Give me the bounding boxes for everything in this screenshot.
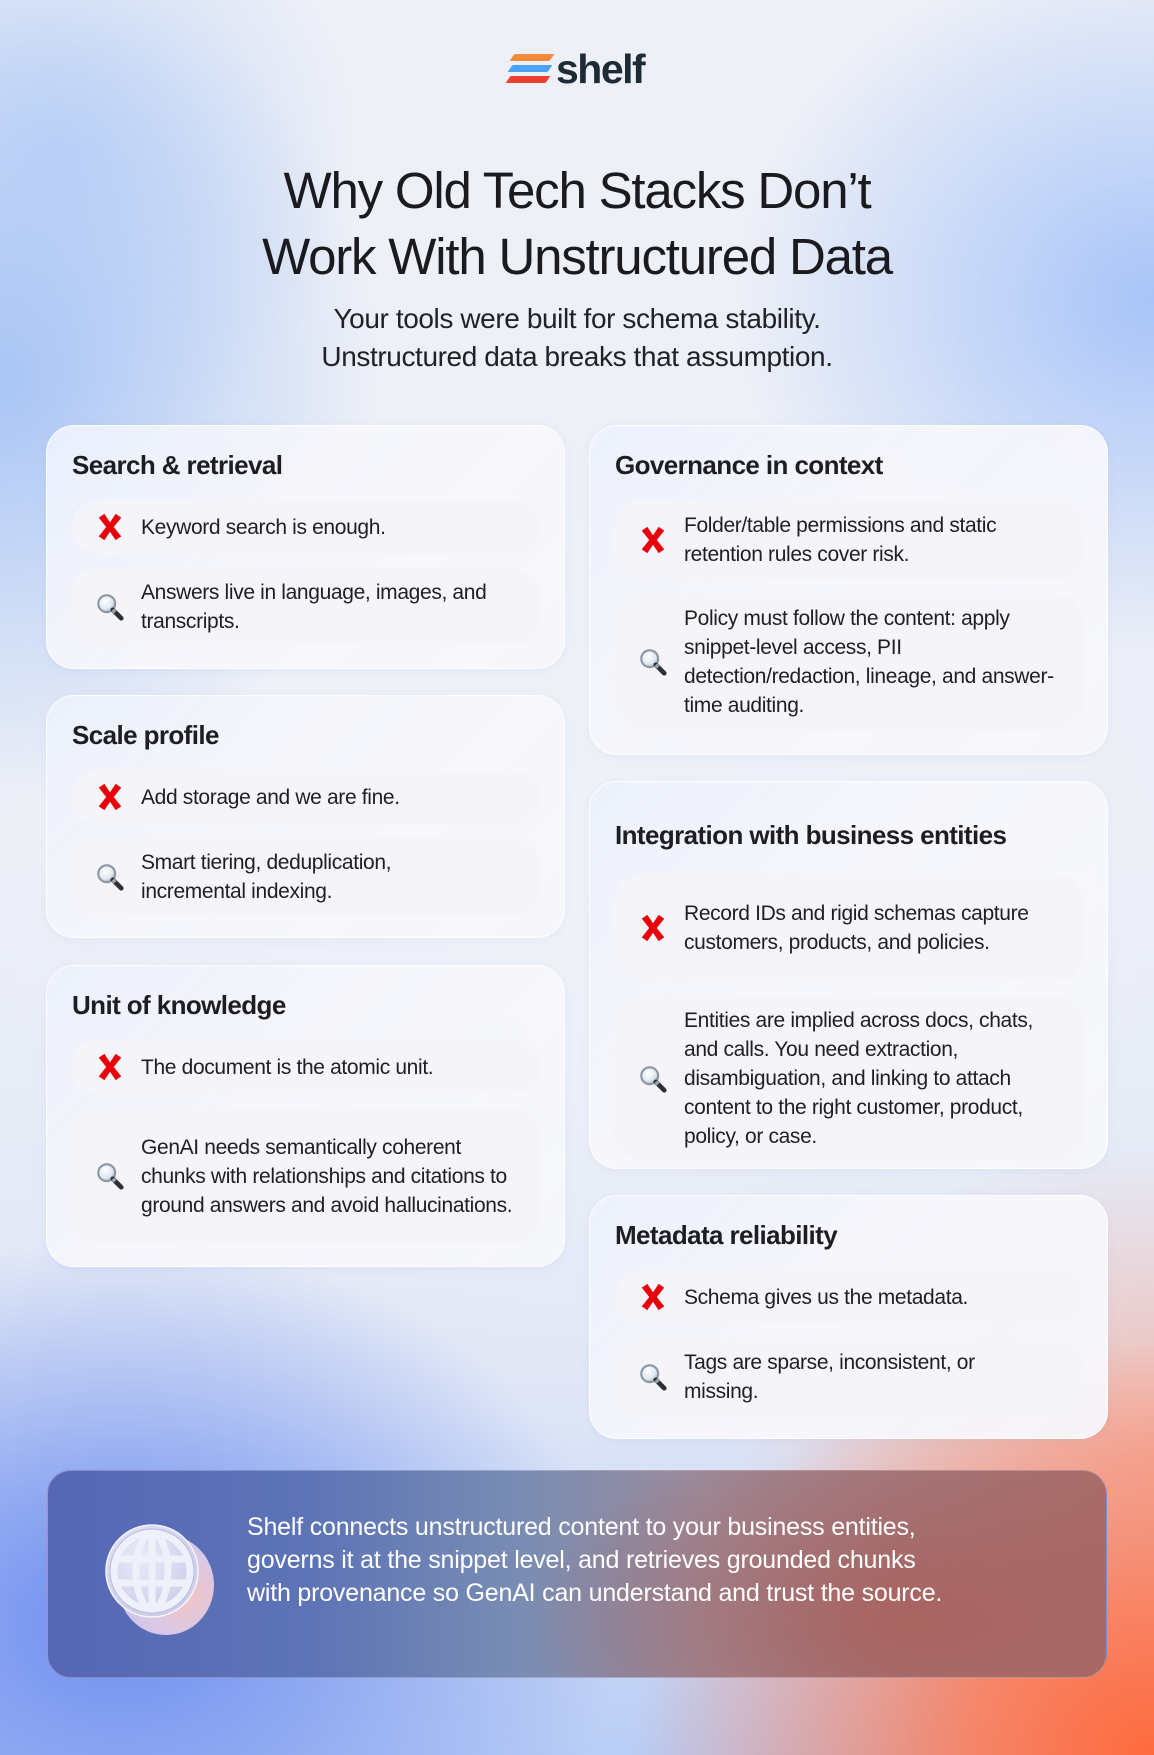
myth-text: Keyword search is enough.: [141, 515, 386, 539]
reality-text: Policy must follow the content: apply snippet-level access, PII detection/redaction, lineage, and answer-time auditing.: [684, 607, 1054, 717]
card-integration-business-entities: [589, 781, 1108, 1169]
reality-item: [614, 594, 1083, 730]
reality-item: [71, 838, 540, 916]
reality-text: GenAI needs semantically coherent chunks with relationships and citations to ground answers and avoid hallucinations.: [141, 1135, 513, 1217]
cross-mark-icon: [636, 523, 670, 557]
shelf-logo: [508, 45, 645, 92]
magnifying-glass-icon: [636, 645, 670, 679]
page-title: [0, 158, 1154, 290]
logo-wordmark: shelf: [556, 45, 645, 92]
cross-mark-icon: [636, 1280, 670, 1314]
card-search-retrieval: [46, 425, 565, 669]
myth-item: [614, 1270, 1083, 1324]
title-line-2: Work With Unstructured Data: [262, 228, 892, 285]
cross-mark-icon: [93, 1050, 127, 1084]
myth-item: [614, 874, 1083, 982]
globe-icon: [104, 1523, 224, 1643]
myth-text: Folder/table permissions and static retention rules cover risk.: [684, 514, 997, 566]
reality-item: [614, 996, 1083, 1161]
reality-text: Answers live in language, images, and transcripts.: [141, 581, 487, 633]
cross-mark-icon: [636, 911, 670, 945]
reality-text: Tags are sparse, inconsistent, or missing.: [684, 1351, 975, 1403]
reality-text: Smart tiering, deduplication, incremental indexing.: [141, 851, 392, 903]
myth-text: Record IDs and rigid schemas capture customers, products, and policies.: [684, 902, 1029, 954]
card-title: Integration with business entities: [615, 820, 1007, 850]
summary-banner: [47, 1470, 1107, 1678]
page-subtitle: [0, 300, 1154, 376]
card-governance-in-context: [589, 425, 1108, 755]
reality-item: [71, 568, 540, 646]
card-title: Metadata reliability: [615, 1220, 838, 1250]
card-title: Search & retrieval: [72, 450, 283, 480]
card-title: Governance in context: [615, 450, 883, 480]
subtitle-line-1: Your tools were built for schema stability.: [333, 303, 821, 334]
myth-text: The document is the atomic unit.: [141, 1055, 434, 1079]
myth-item: [71, 770, 540, 824]
myth-item: [614, 500, 1083, 580]
card-unit-of-knowledge: [46, 965, 565, 1267]
magnifying-glass-icon: [93, 860, 127, 894]
subtitle-line-2: Unstructured data breaks that assumption.: [321, 341, 833, 372]
magnifying-glass-icon: [93, 590, 127, 624]
title-line-1: Why Old Tech Stacks Don’t: [283, 162, 871, 219]
card-scale-profile: [46, 695, 565, 938]
myth-item: [71, 1040, 540, 1094]
reality-item: [71, 1108, 540, 1244]
card-metadata-reliability: [589, 1195, 1108, 1439]
banner-text: Shelf connects unstructured content to your business entities, governs it at the snippet level, and retrieves grounded chunks with provenance so GenAI can understand and trust the source.: [247, 1513, 943, 1607]
cross-mark-icon: [93, 510, 127, 544]
card-title: Unit of knowledge: [72, 990, 286, 1020]
reality-text: Entities are implied across docs, chats, and calls. You need extraction, disambiguation, and linking to attach content to the right customer, product, policy, or case.: [684, 1009, 1033, 1148]
reality-item: [614, 1338, 1083, 1416]
myth-text: Add storage and we are fine.: [141, 785, 400, 809]
magnifying-glass-icon: [636, 1360, 670, 1394]
cross-mark-icon: [93, 780, 127, 814]
magnifying-glass-icon: [636, 1062, 670, 1096]
shelf-stripes-logo-icon: [508, 52, 550, 86]
myth-item: [71, 500, 540, 554]
magnifying-glass-icon: [93, 1159, 127, 1193]
card-title: Scale profile: [72, 720, 219, 750]
myth-text: Schema gives us the metadata.: [684, 1285, 969, 1309]
